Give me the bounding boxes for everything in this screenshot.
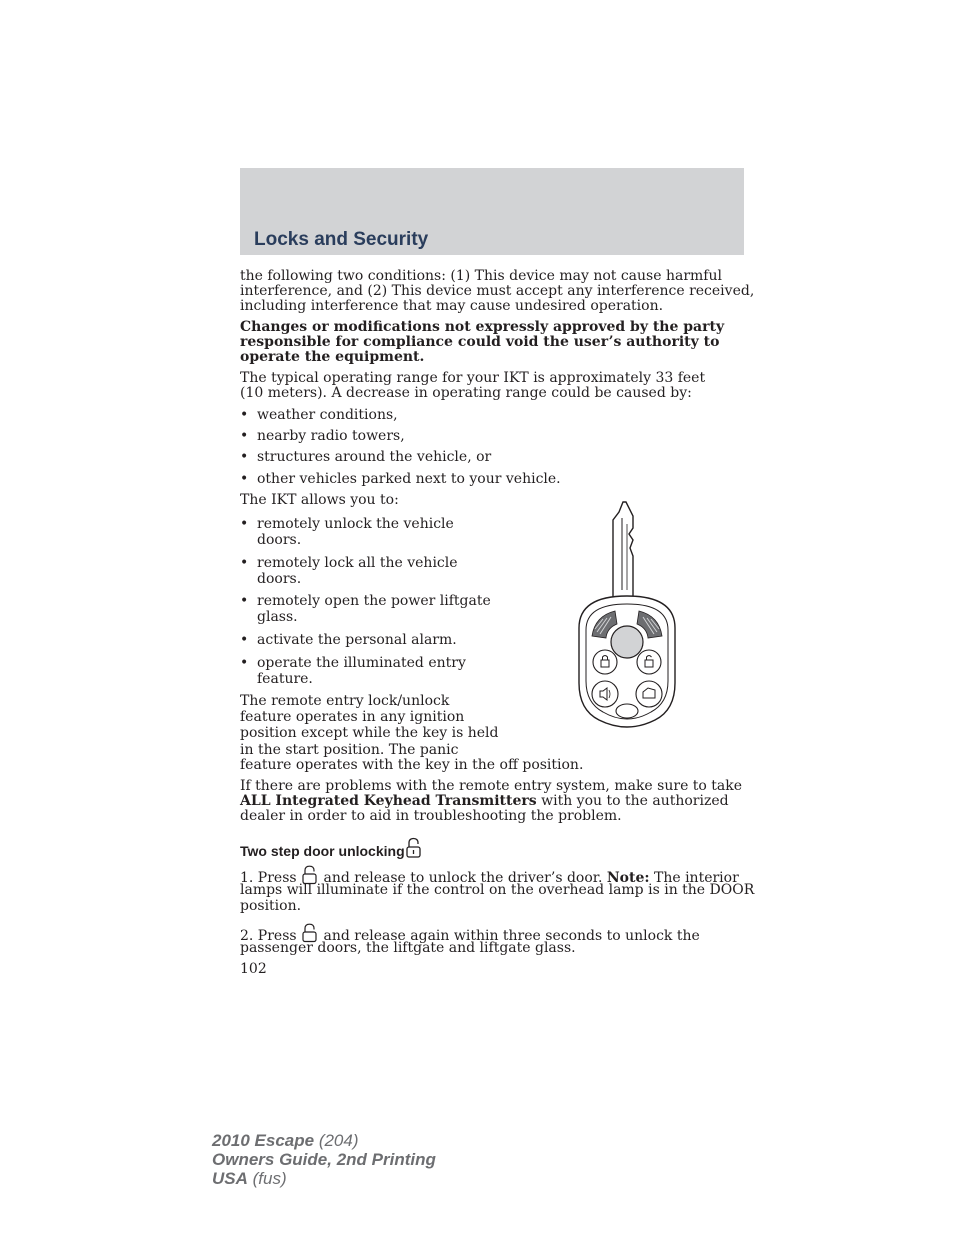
two-step-unlocking-heading: Two step door unlocking — [240, 837, 423, 862]
text-line: (10 meters). A decrease in operating range could be caused by: — [240, 385, 692, 401]
text-line: in the start position. The panic — [240, 742, 459, 758]
ikt-emphasis: ALL Integrated Keyhead Transmitters — [240, 793, 537, 809]
text-line: including interference that may cause undesired operation. — [240, 298, 664, 314]
text-line: If there are problems with the remote entry system, make sure to take — [240, 778, 743, 794]
text-line: ALL Integrated Keyhead Transmitters with you to the authorized — [240, 793, 729, 809]
footer-line: 2010 Escape (204) — [212, 1131, 359, 1150]
page-number: 102 — [240, 961, 267, 977]
text-line: 2. Press and release again within three seconds to unlock the — [240, 923, 700, 947]
text-line: the following two conditions: (1) This device may not cause harmful — [240, 268, 722, 284]
section-header — [240, 168, 744, 255]
text-line: The remote entry lock/unlock — [240, 693, 450, 709]
text-line: feature operates with the key in the off position. — [240, 757, 584, 773]
text-line: interference, and (2) This device must accept any interference received, — [240, 283, 755, 299]
text-line: passenger doors, the liftgate and liftgate glass. — [240, 940, 576, 956]
text-line: The typical operating range for your IKT is approximately 33 feet — [240, 370, 706, 386]
text-line: lamps will illuminate if the control on the overhead lamp is in the DOOR — [240, 882, 755, 898]
text-line: operate the equipment. — [240, 349, 425, 365]
section-title: Locks and Security — [254, 229, 429, 250]
text-line: feature operates in any ignition — [240, 709, 465, 725]
text-line: 1. Press and release to unlock the driver’s door. Note: The interior — [240, 865, 739, 889]
text-line: Changes or modifications not expressly approved by the party — [240, 319, 725, 335]
unlock-padlock-icon — [405, 837, 423, 862]
text-line: responsible for compliance could void the user’s authority to — [240, 334, 720, 350]
manual-page: Locks and Security the following two conditions: (1) This device may not cause harmful interference, and (2) This device must accept any interference received, including interference that may cause undesired operation. Changes or modifications not expressly approved by the party responsible for compliance could void the user’s authority to operate the equipment. The typical operating range for your IKT is approximately 33 feet (10 meters). A decrease in operating range could be caused by: • weather conditions, • nearby radio towers, • structures around the vehicle, or • other vehicles parked next to your vehicle. The IKT allows you to: • remotely unlock the vehicle doors. • remotely lock all the vehicle doors. • remotely open the power liftgate glass. • activate the personal alarm. • operate the illuminated entry feature. The remote entry lock/unlock feature operates in any ignition position except while the key is held in the start position. The panic feature operates with the key in the off position. If there are problems with the remote entry system, make sure to take ALL Integrated Keyhead Transmitters with you to the authorized dealer in order to aid in troubleshooting the problem. Two step door unlocking 1. Press and release to unlock the driver’s door. Note: The interior lamps will illuminate if the control on the overhead lamp is in the DOOR position. 2. Press and release again within three seconds to unlock the passenger doors, the liftgate and liftgate glass. 102 2010 Escape (204) Owners Guide, 2nd Printing USA (fus) — [0, 0, 954, 1235]
footer-line: USA (fus) — [212, 1169, 287, 1188]
ikt-allows-intro: The IKT allows you to: — [240, 492, 399, 508]
key-transmitter-illustration — [575, 498, 681, 730]
note-label: Note: — [606, 870, 650, 886]
text-line: position. — [240, 898, 302, 914]
print-footer — [212, 1131, 436, 1188]
text-line: position except while the key is held — [240, 725, 499, 741]
footer-line: Owners Guide, 2nd Printing — [212, 1150, 436, 1169]
text-line: dealer in order to aid in troubleshooting the problem. — [240, 808, 622, 824]
